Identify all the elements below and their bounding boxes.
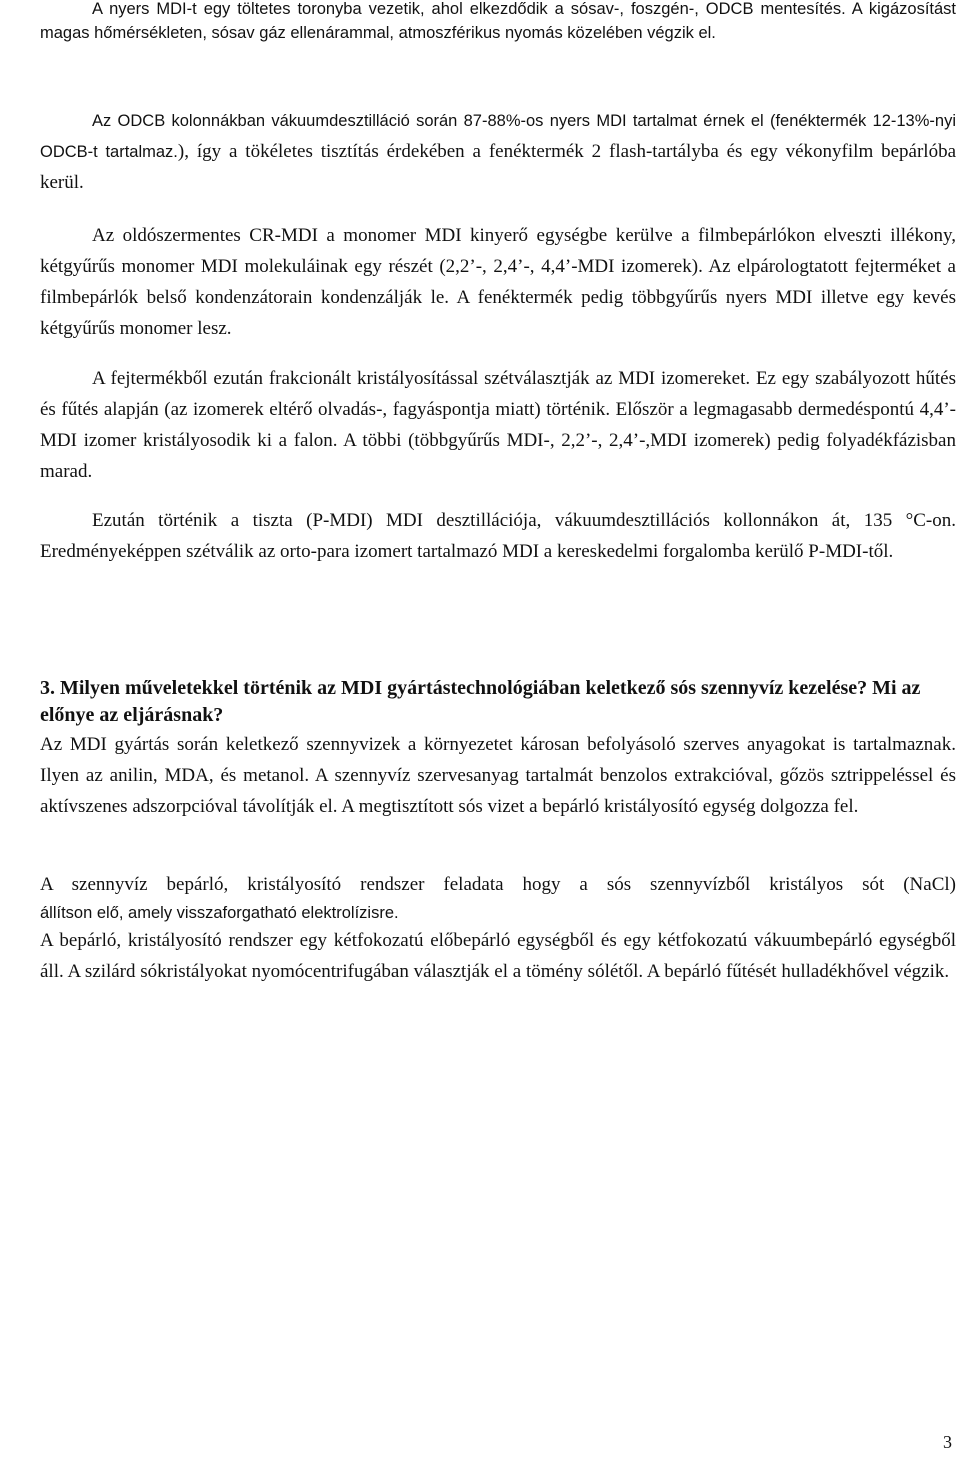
paragraph-evaporator-task-line2: állítson elő, amely visszaforgatható elektrolízisre. — [40, 904, 399, 922]
page-number: 3 — [943, 1432, 952, 1452]
paragraph-wastewater: Az MDI gyártás során keletkező szennyvizek a környezetet károsan befolyásoló szerves anyagokat is tartalmaznak. Ilyen az anilin, MDA, és metanol. A szennyvíz szervesanyag tartalmát benzolos extrakcióval, gőzös sztrippeléssel és aktívszenes adszorpcióval távolítják el. A megtisztított sós vizet a bepárló kristályosító egység dolgozza fel. — [40, 734, 956, 817]
paragraph-p-mdi-distillation: Ezután történik a tiszta (P-MDI) MDI desztillációja, vákuumdesztillációs kollonnákon át, 135 °C-on. Eredményeképpen szétválik az orto-para izomert tartalmazó MDI a kereskedelmi forgalomba kerülő P-MDI-től. — [40, 510, 956, 562]
paragraph-cr-mdi: Az oldószermentes CR-MDI a monomer MDI kinyerő egységbe kerülve a filmbepárlókon elveszti illékony, kétgyűrűs monomer MDI molekuláinak egy részét (2,2’-, 2,4’-, 4,4’-MDI izomerek). Az elpárologtatott fejterméket a filmbepárlók belső kondenzátorain kondenzálják le. A fenéktermék pedig többgyűrűs nyers MDI illetve egy kevés kétgyűrűs monomer lesz. — [40, 225, 956, 339]
paragraph-odcb-columns — [40, 105, 956, 198]
paragraph-crystallization: A fejtermékből ezután frakcionált kristályosítással szétválasztják az MDI izomereket. Ez egy szabályozott hűtés és fűtés alapján (az izomerek eltérő olvadás-, fagyáspontja miatt) történik. Először a legmagasabb dermedéspontú 4,4’-MDI izomer kristályosodik ki a falon. A többi (többgyűrűs MDI-, 2,2’-, 2,4’-,MDI izomerek) pedig folyadékfázisban marad. — [40, 368, 956, 482]
paragraph-evaporator-task-line1: A szennyvíz bepárló, kristályosító rendszer feladata hogy a sós szennyvízből kristályos sót (NaCl) — [40, 874, 956, 895]
section-heading-3: 3. Milyen műveletekkel történik az MDI gyártástechnológiában keletkező sós szennyvíz kezelése? Mi az előnye az eljárásnak? — [40, 677, 921, 726]
paragraph-odcb-columns-part2: ), így a tökéletes tisztítás érdekében a fenéktermék 2 flash-tartályba és egy vékonyfilm bepárlóba kerül. — [40, 141, 956, 193]
paragraph-evaporator-task — [40, 869, 956, 926]
paragraph-evaporator-system: A bepárló, kristályosító rendszer egy kétfokozatú előbepárló egységből és egy kétfokozatú vákuumbepárló egységből áll. A szilárd sókristályokat nyomócentrifugában választják el a tömény sólétől. A bepárló fűtését hulladékhővel végzik. — [40, 930, 956, 982]
paragraph-mdi-degassing: A nyers MDI-t egy töltetes toronyba vezetik, ahol elkezdődik a sósav-, foszgén-, ODCB mentesítés. A kigázosítást magas hőmérsékleten, sósav gáz ellenárammal, atmoszférikus nyomás közelében végzik el. — [40, 0, 956, 42]
paragraph-odcb-columns-part1: Az ODCB kolonnákban vákuumdesztilláció során 87-88%-os nyers MDI tartalmat érnek el (fenéktermék 12-13%-nyi ODCB-t tartalmaz. — [40, 112, 956, 161]
